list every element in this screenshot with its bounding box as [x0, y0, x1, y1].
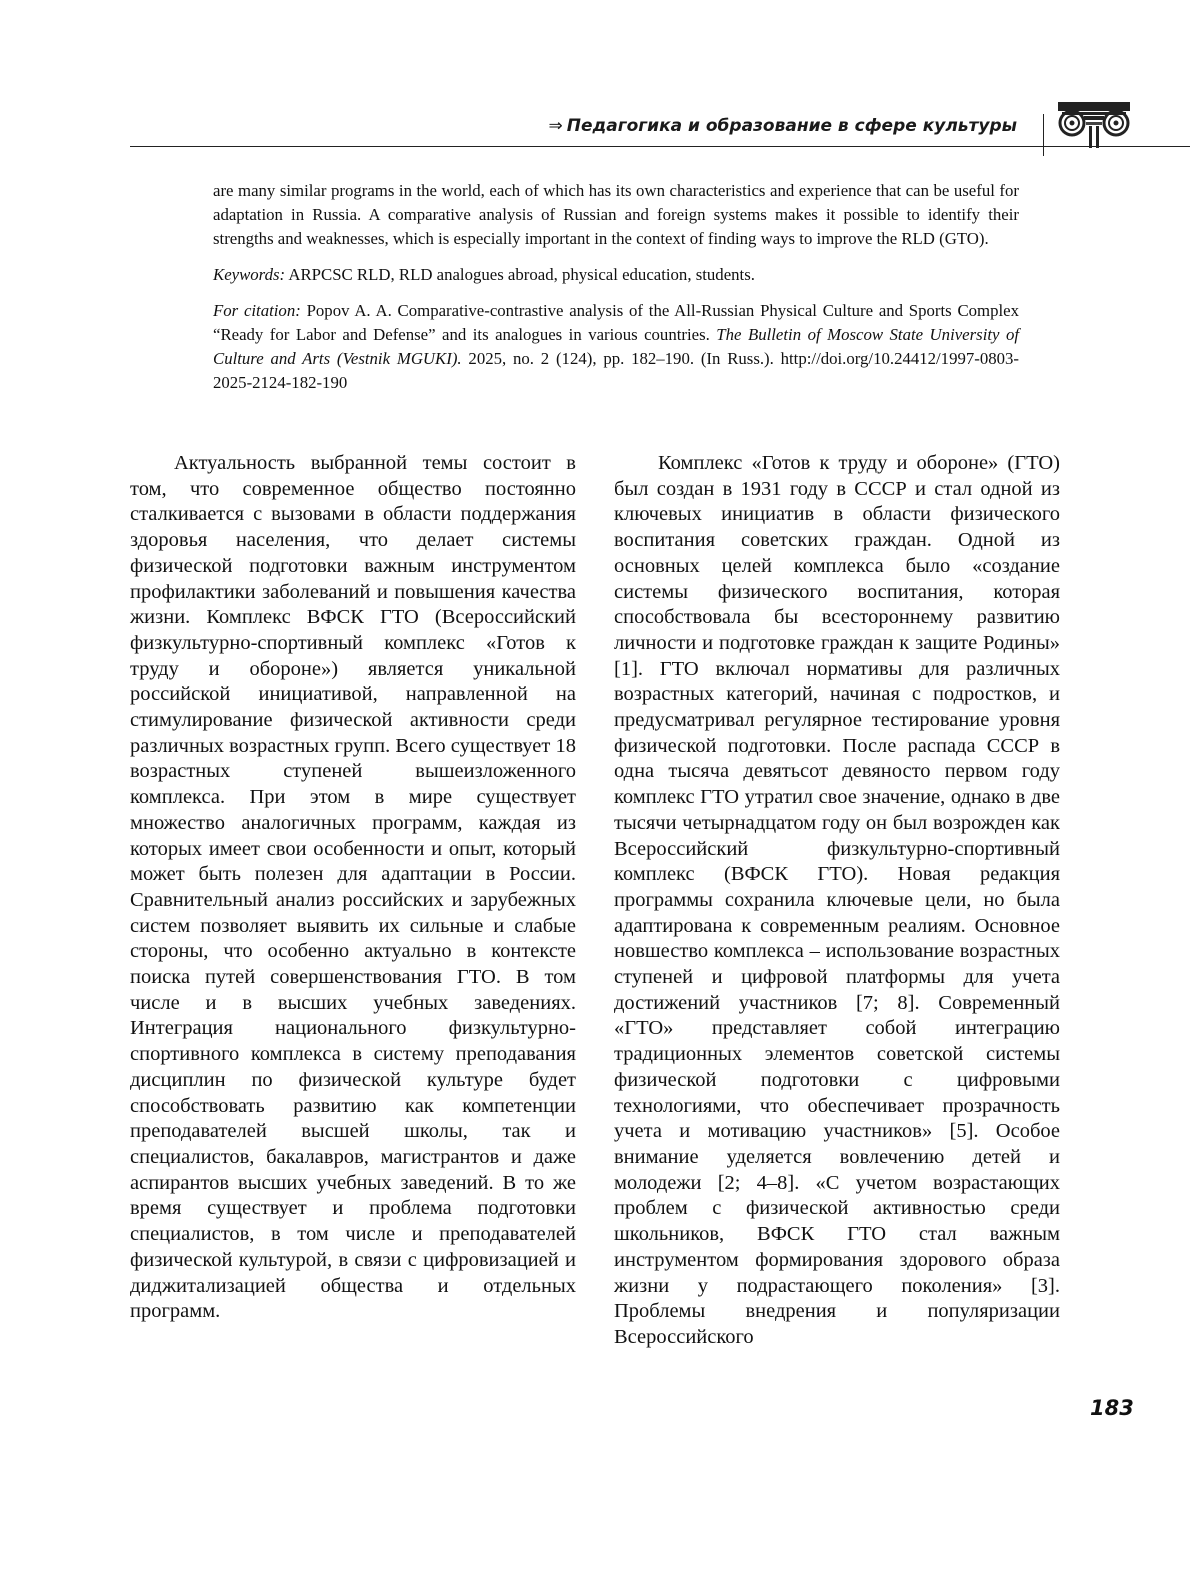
section-title-text: Педагогика и образование в сфере культуры	[566, 116, 1017, 136]
keywords	[213, 263, 1019, 287]
left-paragraph: Актуальность выбранной темы состоит в том, что современное общество постоянно сталкивается с вызовами в области поддержания здоровья населения, что делает системы физической подготовки важным инструментом профилактики заболеваний и повышения качества жизни. Комплекс ВФСК ГТО (Всероссийский физкультурно-спортивный комплекс «Готов к труду и обороне») является уникальной российской инициативой, направленной на стимулирование физической активности среди различных возрастных групп. Всего существует 18 возрастных ступеней вышеизложенного комплекса. При этом в мире существует множество аналогичных программ, каждая из которых имеет свои особенности и опыт, который может быть полезен для адаптации в России. Сравнительный анализ российских и зарубежных систем позволяет выявить их сильные и слабые стороны, что особенно актуально в контексте поиска путей совершенствования ГТО. В том числе и в высших учебных заведениях. Интеграция национального физкультурно-спортивного комплекса в систему преподавания дисциплин по физической культуре будет способствовать развитию как компетенции преподавателей высшей школы, так и специалистов, бакалавров, магистрантов и даже аспирантов высших учебных заведений. В то же время существует и проблема подготовки специалистов, в том числе и преподавателей физической культурой, в связи с цифровизацией и диджитализацией общества и отдельных программ.	[130, 452, 576, 1323]
keywords-text: ARPCSC RLD, RLD analogues abroad, physical education, students.	[285, 265, 755, 284]
body-column-left	[130, 451, 576, 1325]
abstract-text: are many similar programs in the world, each of which has its own characteristics and experience that can be useful for adaptation in Russia. A comparative analysis of Russian and foreign systems makes it possible to identify their strengths and weaknesses, which is especially important in the context of finding ways to improve the RLD (GTO).	[213, 181, 1019, 248]
arrow-icon: ⇒	[548, 116, 563, 136]
page-number: 183	[1090, 1396, 1134, 1420]
citation-label: For citation:	[213, 301, 301, 320]
keywords-label: Keywords:	[213, 265, 286, 284]
citation-journal: The Bulletin of Moscow State University of Culture and Arts (Vestnik MGUKI).	[213, 325, 1020, 368]
abstract-block	[213, 179, 1019, 407]
right-paragraph: Комплекс «Готов к труду и обороне» (ГТО) был создан в 1931 году в СССР и стал одной из ключевых инициатив в области физического воспитания советских граждан. Одной из основных целей комплекса было «создание системы физического воспитания, которая способствовала бы всестороннему развитию личности и подготовке граждан к защите Родины» [1]. ГТО включал нормативы для различных возрастных категорий, начиная с подростков, и предусматривал регулярное тестирование уровня физической подготовки. После распада СССР в одна тысяча девятьсот девяносто первом году комплекс ГТО утратил свое значение, однако в две тысячи четырнадцатом году он был возрожден как Всероссийский физкультурно-спортивный комплекс (ВФСК ГТО). Новая редакция программы сохранила ключевые цели, но была адаптирована к современным реалиям. Основное новшество комплекса – использование возрастных ступеней и цифровой платформы для учета достижений участников [7; 8]. Современный «ГТО» представляет собой интеграцию традиционных элементов советской системы физической подготовки с цифровыми технологиями, что обеспечивает прозрачность учета и мотивацию участников» [5]. Особое внимание уделяется вовлечению детей и молодежи [2; 4–8]. «С учетом возрастающих проблем с физической активностью среди школьников, ВФСК ГТО стал важным инструментом формирования здорового образа жизни у подрастающего поколения» [3]. Проблемы внедрения и популяризации Всероссийского	[614, 452, 1060, 1348]
citation-tail: 2025, no. 2 (124), pp. 182–190. (In Russ.). http://doi.org/10.24412/1997-0803-2025-2124-182-190	[213, 349, 1019, 392]
body-column-right	[614, 451, 1060, 1351]
header-divider-vertical	[1043, 114, 1044, 156]
citation	[213, 299, 1019, 395]
section-title	[549, 116, 1017, 136]
header-divider	[130, 146, 1190, 147]
ionic-capital-logo-icon	[1056, 90, 1136, 148]
citation-text: Popov A. A. Comparative-contrastive analysis of the All-Russian Physical Culture and Sports Complex “Ready for Labor and Defense” and its analogues in various countries.	[213, 301, 1020, 344]
